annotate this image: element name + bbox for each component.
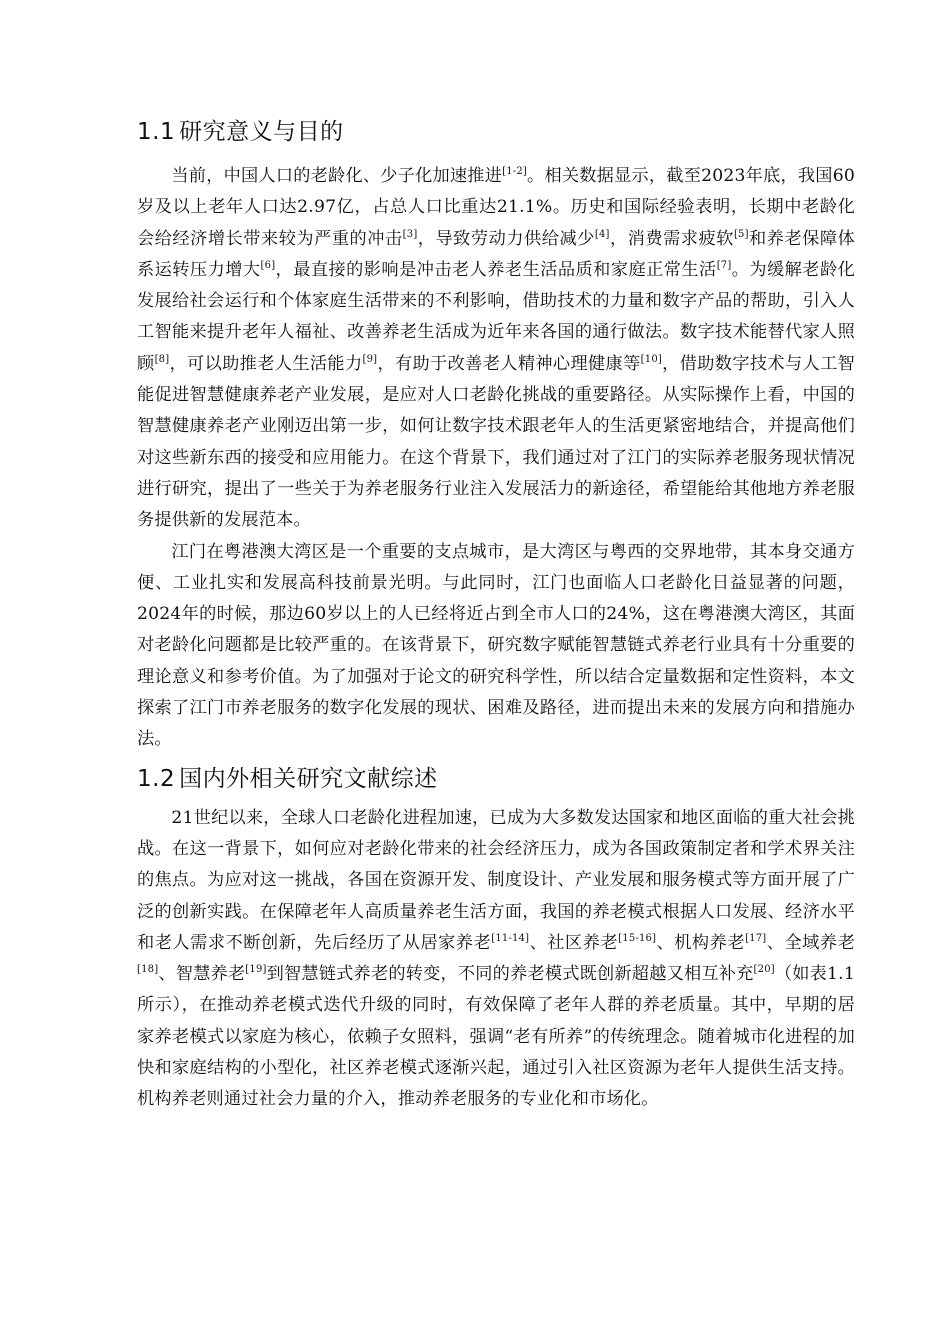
section-heading-1-2	[137, 760, 855, 798]
paragraph-text: 。为缓解老龄化发展给社会运行和个体家庭生活带来的不利影响，借助技术的力量和数字产品的帮助，引入人工智能来提升老年人福祉、改善养老生活成为近年来各国的通行做法。数字技术能替代家人照顾	[137, 259, 855, 374]
citation-ref: [18]	[137, 964, 159, 976]
citation-ref: [11-14]	[491, 932, 530, 944]
paragraph-text: 21世纪以来，全球人口老龄化进程加速，已成为大多数发达国家和地区面临的重大社会挑战。在这一背景下，如何应对老龄化带来的社会经济压力，成为各国政策制定者和学术界关注的焦点。为应对这一挑战，各国在资源开发、制度设计、产业发展和服务模式等方面开展了广泛的创新实践。在保障老年人高质量养老生活方面，我国的养老模式根据人口发展、经济水平和老人需求不断创新，先后经历了从居家养老	[137, 807, 855, 953]
citation-ref: [5]	[733, 228, 749, 240]
section-title: 研究意义与目的	[179, 119, 344, 145]
paragraph-text: ，最直接的影响是冲击老人养老生活品质和家庭正常生活	[275, 259, 717, 280]
page-content	[137, 113, 855, 1116]
body-paragraph	[137, 537, 855, 756]
paragraph-text: ，消费需求疲软	[609, 228, 734, 249]
paragraph-text: （如表1.1所示），在推动养老模式迭代升级的同时，有效保障了老年人群的养老质量。其中，早期的居家养老模式以家庭为核心，依赖子女照料，强调“老有所养”的传统理念。随着城市化进程的加快和家庭结构的小型化，社区养老模式逐渐兴起，通过引入社区资源为老年人提供生活支持。机构养老则通过社会力量的介入，推动养老服务的专业化和市场化。	[137, 964, 855, 1110]
paragraph-text: ，有助于改善老人精神心理健康等	[377, 353, 641, 374]
paragraph-text: ，导致劳动力供给减少	[417, 228, 595, 249]
section-title: 国内外相关研究文献综述	[179, 765, 438, 792]
citation-ref: [19]	[245, 964, 267, 976]
citation-ref: [15-16]	[618, 932, 657, 944]
paragraph-text: 、社区养老	[529, 932, 619, 953]
section-number: 1.2	[137, 765, 176, 792]
paragraph-text: ，可以助推老人生活能力	[169, 353, 363, 374]
paragraph-text: 江门在粤港澳大湾区是一个重要的支点城市，是大湾区与粤西的交界地带，其本身交通方便、工业扎实和发展高科技前景光明。与此同时，江门也面临人口老龄化日益显著的问题，2024年的时候，那边60岁以上的人已经将近占到全市人口的24%，这在粤港澳大湾区，其面对老龄化问题都是比较严重的。在该背景下，研究数字赋能智慧链式养老行业具有十分重要的理论意义和参考价值。为了加强对于论文的研究科学性，所以结合定量数据和定性资料，本文探索了江门市养老服务的数字化发展的现状、困难及路径，进而提出未来的发展方向和措施办法。	[137, 541, 855, 750]
citation-ref: [4]	[594, 228, 610, 240]
paragraph-text: 。相关数据显示，截至2023年底，我国60岁及以上老年人口达2.97亿，占总人口比重达21.1%。历史和国际经验表明，长期中老龄化会给经济增长带来较为严重的冲击	[137, 166, 855, 249]
section-number: 1.1	[137, 119, 176, 145]
citation-ref: [8]	[154, 353, 170, 365]
citation-ref: [6]	[260, 259, 276, 271]
citation-ref: [17]	[745, 932, 767, 944]
citation-ref: [1-2]	[502, 166, 528, 177]
citation-ref: [7]	[716, 259, 732, 271]
paragraph-text: 和养老保障体系运转压力增大	[137, 228, 855, 280]
citation-ref: [3]	[402, 228, 418, 240]
section-heading-1-1	[137, 113, 855, 151]
paragraph-text: 、全域养老	[766, 932, 855, 953]
paragraph-text: ，借助数字技术与人工智能促进智慧健康养老产业发展，是应对人口老龄化挑战的重要路径。从实际操作上看，中国的智慧健康养老产业刚迈出第一步，如何让数字技术跟老年人的生活更紧密地结合，并提高他们对这些新东西的接受和应用能力。在这个背景下，我们通过对了江门的实际养老服务现状情况进行研究，提出了一些关于为养老服务行业注入发展活力的新途径，希望能给其他地方养老服务提供新的发展范本。	[137, 353, 856, 531]
citation-ref: [9]	[362, 353, 378, 365]
paragraph-text: 到智慧链式养老的转变，不同的养老模式既创新超越又相互补充	[266, 964, 754, 985]
paragraph-text: 、机构养老	[656, 932, 746, 953]
body-paragraph	[137, 803, 855, 1116]
citation-ref: [20]	[753, 964, 775, 976]
citation-ref: [10]	[640, 353, 662, 365]
body-paragraph	[137, 161, 855, 537]
paragraph-text: 、智慧养老	[158, 964, 246, 985]
paragraph-text: 当前，中国人口的老龄化、少子化加速推进	[171, 166, 503, 186]
